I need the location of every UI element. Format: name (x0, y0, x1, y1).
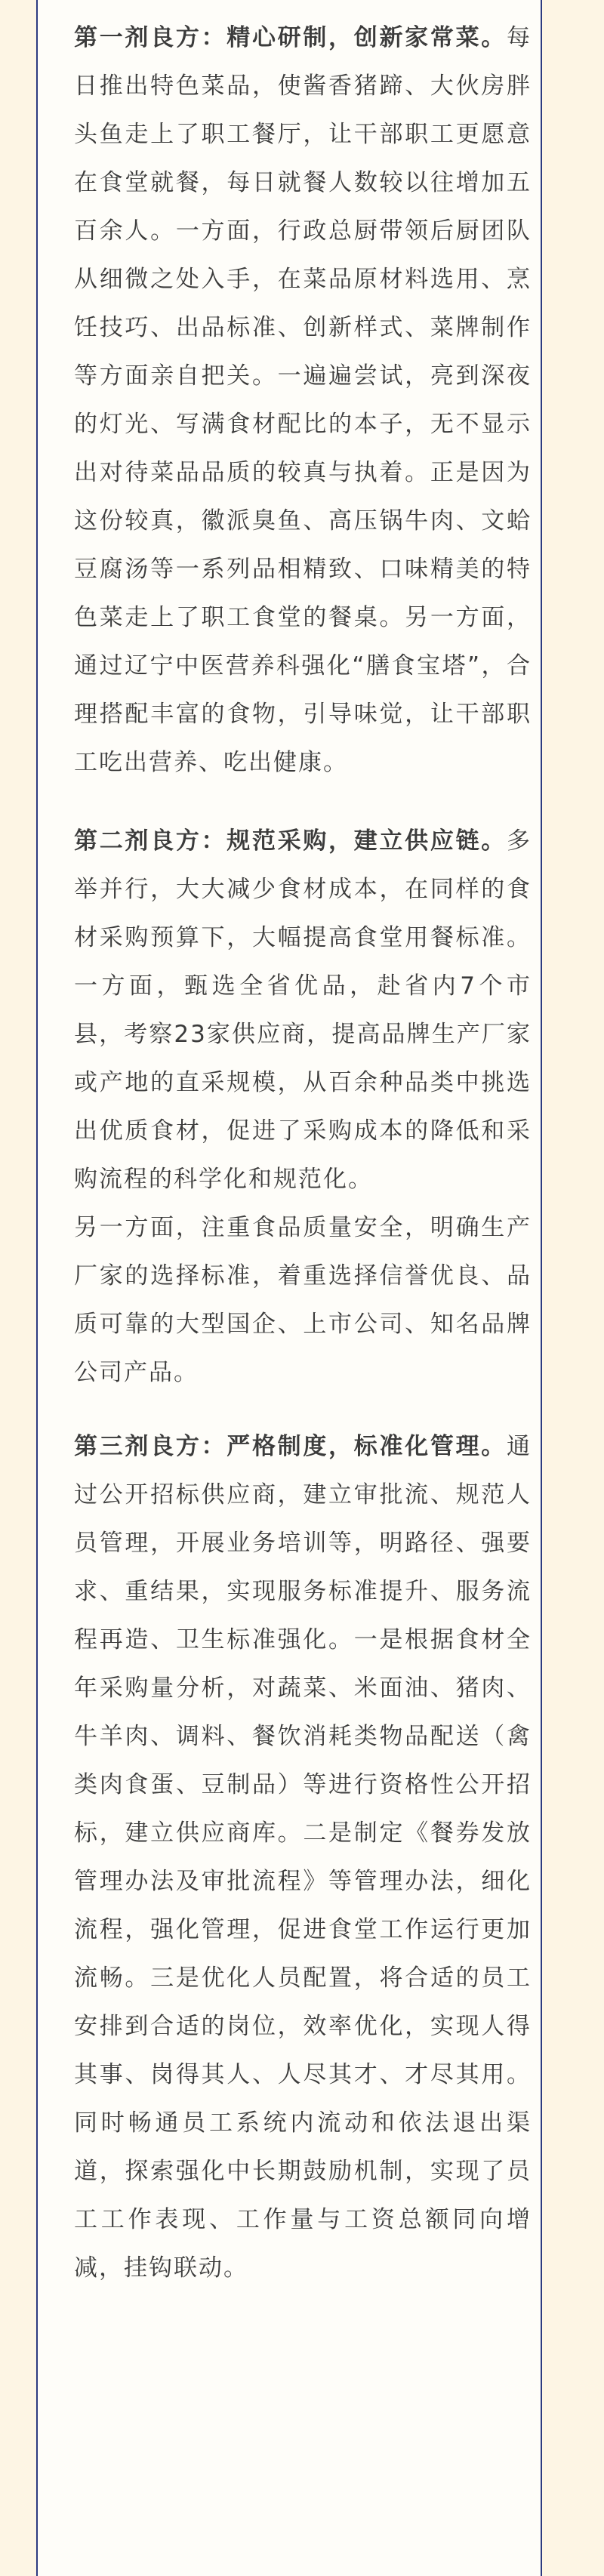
section-3-lead: 第三剂良方：严格制度，标准化管理。 (74, 1433, 507, 1460)
section-2 (74, 817, 532, 1397)
section-2-body: 多举并行，大大减少食材成本，在同样的食材采购预算下，大幅提高食堂用餐标准。一方面，甄选全省优品，赴省内7个市县，考察23家供应商，提高品牌生产厂家或产地的直采规模，从百余种品类中挑选出优质食材，促进了采购成本的降低和采购流程的科学化和规范化。 (74, 827, 532, 1193)
section-1-body: 每日推出特色菜品，使酱香猪蹄、大伙房胖头鱼走上了职工餐厅，让干部职工更愿意在食堂就餐，每日就餐人数较以往增加五百余人。一方面，行政总厨带领后厨团队从细微之处入手，在菜品原材料选用、烹饪技巧、出品标准、创新样式、菜牌制作等方面亲自把关。一遍遍尝试，亮到深夜的灯光、写满食材配比的本子，无不显示出对待菜品品质的较真与执着。正是因为这份较真，徽派臭鱼、高压锅牛肉、文蛤豆腐汤等一系列品相精致、口味精美的特色菜走上了职工食堂的餐桌。另一方面，通过辽宁中医营养科强化“膳食宝塔”，合理搭配丰富的食物，引导味觉，让干部职工吃出营养、吃出健康。 (74, 24, 532, 776)
section-2-extra-paragraph: 另一方面，注重食品质量安全，明确生产厂家的选择标准，着重选择信誉优良、品质可靠的大型国企、上市公司、知名品牌公司产品。 (74, 1214, 532, 1386)
section-3-body: 通过公开招标供应商，建立审批流、规范人员管理，开展业务培训等，明路径、强要求、重结果，实现服务标准提升、服务流程再造、卫生标准强化。一是根据食材全年采购量分析，对蔬菜、米面油、猪肉、牛羊肉、调料、餐饮消耗类物品配送（禽类肉食蛋、豆制品）等进行资格性公开招标，建立供应商库。二是制定《餐券发放管理办法及审批流程》等管理办法，细化流程，强化管理，促进食堂工作运行更加流畅。三是优化人员配置，将合适的员工安排到合适的岗位，效率优化，实现人得其事、岗得其人、人尽其才、才尽其用。同时畅通员工系统内流动和依法退出渠道，探索强化中长期鼓励机制，实现了员工工作表现、工作量与工资总额同向增减，挂钩联动。 (74, 1433, 532, 2282)
section-3-paragraph (74, 1422, 532, 2292)
section-3 (74, 1422, 532, 2292)
section-1-paragraph (74, 14, 532, 787)
section-1 (74, 14, 532, 787)
article-content (74, 14, 532, 2322)
section-2-paragraph (74, 817, 532, 1203)
section-2-lead: 第二剂良方：规范采购，建立供应链。 (74, 827, 507, 855)
section-1-lead: 第一剂良方：精心研制，创新家常菜。 (74, 24, 507, 51)
